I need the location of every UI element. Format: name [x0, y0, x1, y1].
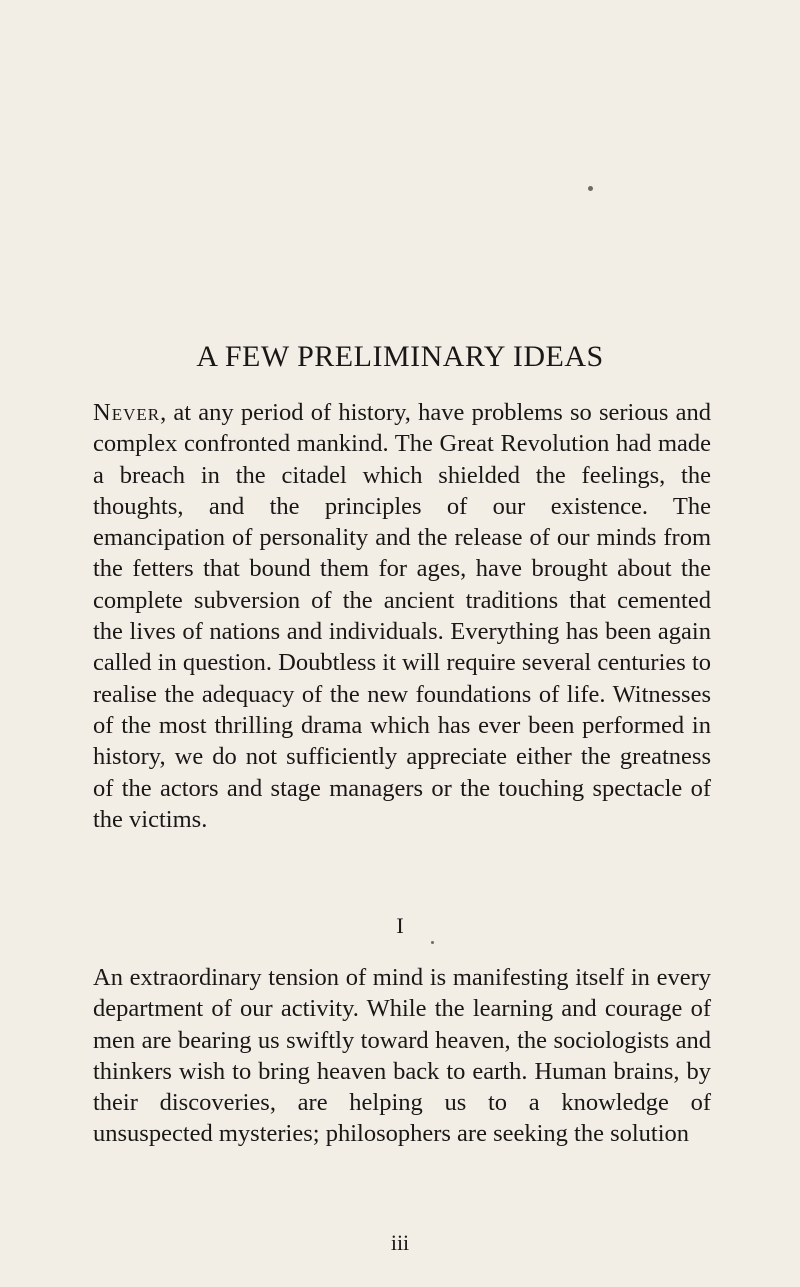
section-numeral: I: [396, 913, 404, 938]
page-number: iii: [390, 1230, 410, 1255]
paper-speck: [431, 941, 434, 944]
chapter-heading: A FEW PRELIMINARY IDEAS: [196, 340, 604, 373]
paragraph-opening-text: , at any period of history, have problems so serious and complex confronted mankind. The Great Revolution had made a breach in the citadel which shielded the feelings, the thoughts, and the principles of our existence. The emancipation of personality and the release of our minds from the fetters that bound them for ages, have brought about the complete subversion of the ancient traditions that cemented the lives of nations and individuals. Everything has been again called in question. Doubtless it will require several centuries to realise the adequacy of the new foundations of life. Witnesses of the most thrilling drama which has ever been performed in history, we do not sufficiently appreciate either the greatness of the actors and stage managers or the touching spectacle of the victims.: [93, 399, 711, 833]
paragraph-opening: [93, 397, 711, 835]
paragraph-lead-word: Never: [93, 399, 161, 426]
paper-speck: [588, 186, 593, 191]
paragraph-section-one: An extraordinary tension of mind is manifesting itself in every department of our activity. While the learning and courage of men are bearing us swiftly toward heaven, the sociologists and thinkers wish to bring heaven back to earth. Human brains, by their discoveries, are helping us to a knowledge of unsuspected mysteries; philosophers are seeking the solution: [93, 964, 711, 1148]
